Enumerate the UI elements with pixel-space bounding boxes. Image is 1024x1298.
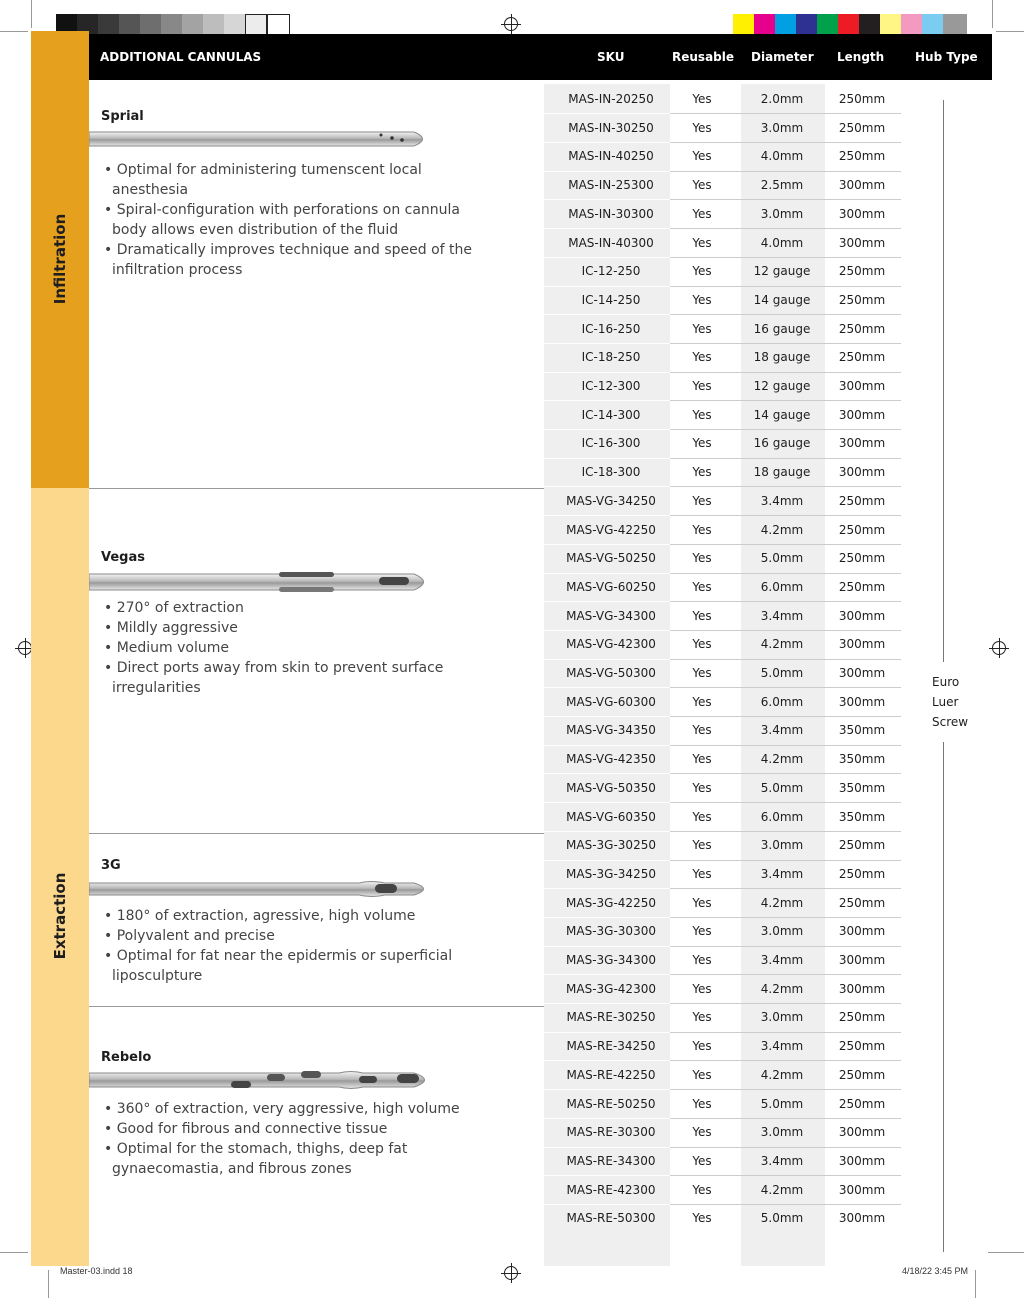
list-item: • Polyvalent and precise [104,928,275,944]
length-cell: 300mm [838,236,886,250]
sku-cell: MAS-VG-60300 [566,695,656,709]
length-cell: 250mm [838,838,886,852]
row-divider [670,630,901,631]
reusable-cell: Yes [692,236,712,250]
sprial-features [104,160,484,280]
row-divider [670,1032,901,1033]
row-divider [670,400,901,401]
diameter-cell: 4.2mm [760,1068,804,1082]
length-cell: 250mm [838,350,886,364]
reusable-cell: Yes [692,149,712,163]
length-cell: 250mm [838,1010,886,1024]
diameter-cell: 5.0mm [760,781,804,795]
length-cell: 300mm [838,379,886,393]
row-divider [670,1175,901,1176]
reusable-cell: Yes [692,695,712,709]
reusable-cell: Yes [692,1097,712,1111]
section-divider [89,488,544,489]
registration-mark-right [992,641,1006,655]
sku-cell: MAS-IN-20250 [568,92,654,106]
diameter-cell: 2.5mm [760,178,804,192]
column-reusable: Reusable [672,50,735,64]
length-cell: 300mm [838,1211,886,1225]
row-divider [670,1060,901,1061]
reusable-cell: Yes [692,810,712,824]
sku-cell: MAS-VG-50300 [566,666,656,680]
row-divider [670,716,901,717]
reusable-cell: Yes [692,982,712,996]
header-title: ADDITIONAL CANNULAS [100,50,262,64]
cannula-vegas-image [89,570,434,594]
diameter-cell: 5.0mm [760,1211,804,1225]
reusable-cell: Yes [692,322,712,336]
diameter-cell: 14 gauge [753,293,811,307]
list-item: • Direct ports away from skin to prevent surface irregularities [104,660,444,696]
diameter-cell: 14 gauge [753,408,811,422]
reusable-cell: Yes [692,92,712,106]
file-slug: Master-03.indd 18 [60,1266,133,1276]
length-cell: 250mm [838,523,886,537]
length-cell: 300mm [838,178,886,192]
row-divider [670,917,901,918]
reusable-cell: Yes [692,838,712,852]
reusable-cell: Yes [692,1183,712,1197]
row-divider [670,171,901,172]
reusable-cell: Yes [692,207,712,221]
cannula-sprial-image [89,128,434,150]
length-cell: 250mm [838,896,886,910]
sku-cell: MAS-IN-30300 [568,207,654,221]
row-divider [670,515,901,516]
length-cell: 300mm [838,666,886,680]
row-divider [670,199,901,200]
sku-cell: MAS-RE-50250 [566,1097,656,1111]
row-divider [670,946,901,947]
hub-type-line-bottom [943,742,944,1252]
sku-cell: IC-16-250 [581,322,641,336]
timestamp-slug: 4/18/22 3:45 PM [902,1266,969,1276]
reusable-cell: Yes [692,436,712,450]
reusable-cell: Yes [692,666,712,680]
diameter-cell: 5.0mm [760,1097,804,1111]
length-cell: 250mm [838,121,886,135]
sku-cell: MAS-VG-60350 [566,810,656,824]
sku-cell: MAS-RE-30300 [566,1125,656,1139]
sku-cell: MAS-RE-42250 [566,1068,656,1082]
cannula-rebelo-image [89,1068,437,1092]
diameter-cell: 3.4mm [760,494,804,508]
reusable-cell: Yes [692,494,712,508]
diameter-cell: 4.2mm [760,523,804,537]
diameter-cell: 3.0mm [760,207,804,221]
diameter-cell: 18 gauge [753,465,811,479]
reusable-cell: Yes [692,924,712,938]
reusable-cell: Yes [692,465,712,479]
reusable-cell: Yes [692,867,712,881]
hub-type-line-top [943,100,944,662]
diameter-cell: 4.2mm [760,982,804,996]
length-cell: 300mm [838,924,886,938]
length-cell: 300mm [838,637,886,651]
diameter-cell: 4.2mm [760,896,804,910]
product-title-vegas: Vegas [101,550,145,565]
length-cell: 250mm [838,293,886,307]
reusable-cell: Yes [692,896,712,910]
reusable-cell: Yes [692,752,712,766]
list-item: • Dramatically improves technique and speed of the infiltration process [104,242,472,278]
column-length: Length [837,50,885,64]
sku-cell: MAS-IN-30250 [568,121,654,135]
list-item: • 180° of extraction, agressive, high volume [104,908,416,924]
section-divider [89,833,544,834]
sku-cell: MAS-RE-42300 [566,1183,656,1197]
sku-cell: MAS-3G-42250 [566,896,656,910]
row-divider [670,257,901,258]
length-cell: 300mm [838,609,886,623]
sku-cell: MAS-IN-40300 [568,236,654,250]
section-divider [89,1006,544,1007]
list-item: • 270° of extraction [104,600,244,616]
diameter-cell: 3.4mm [760,1154,804,1168]
reusable-cell: Yes [692,121,712,135]
length-cell: 300mm [838,982,886,996]
length-cell: 300mm [838,1125,886,1139]
length-cell: 250mm [838,92,886,106]
diameter-cell: 3.0mm [760,1010,804,1024]
sku-cell: MAS-3G-42300 [566,982,656,996]
diameter-cell: 3.4mm [760,953,804,967]
sku-cell: MAS-VG-42250 [566,523,656,537]
sku-cell: MAS-VG-42300 [566,637,656,651]
row-divider [670,601,901,602]
length-cell: 300mm [838,436,886,450]
length-cell: 250mm [838,264,886,278]
length-cell: 350mm [838,723,886,737]
sku-cell: IC-12-250 [581,264,641,278]
diameter-cell: 6.0mm [760,810,804,824]
length-cell: 250mm [838,149,886,163]
column-hub-type: Hub Type [915,50,978,64]
length-cell: 250mm [838,1097,886,1111]
diameter-cell: 3.0mm [760,838,804,852]
diameter-cell: 4.2mm [760,1183,804,1197]
column-sku: SKU [597,50,625,64]
reusable-cell: Yes [692,1010,712,1024]
length-cell: 250mm [838,1068,886,1082]
diameter-cell: 5.0mm [760,551,804,565]
registration-mark-bottom [504,1266,518,1280]
cannula-3g-image [89,878,434,900]
sku-cell: IC-14-250 [581,293,641,307]
diameter-cell: 18 gauge [753,350,811,364]
row-divider [670,860,901,861]
sku-cell: IC-18-250 [581,350,641,364]
length-cell: 350mm [838,752,886,766]
sku-cell: MAS-IN-40250 [568,149,654,163]
length-cell: 250mm [838,494,886,508]
row-divider [670,831,901,832]
reusable-cell: Yes [692,293,712,307]
reusable-cell: Yes [692,178,712,192]
row-divider [670,1118,901,1119]
diameter-cell: 16 gauge [753,322,811,336]
sku-cell: MAS-VG-34250 [566,494,656,508]
sku-cell: IC-16-300 [581,436,641,450]
sku-cell: MAS-3G-34300 [566,953,656,967]
diameter-cell: 3.4mm [760,723,804,737]
diameter-cell: 12 gauge [753,264,811,278]
row-divider [670,687,901,688]
row-divider [670,113,901,114]
diameter-cell: 3.0mm [760,121,804,135]
row-divider [670,659,901,660]
row-divider [670,1003,901,1004]
length-cell: 250mm [838,867,886,881]
sku-cell: MAS-RE-34300 [566,1154,656,1168]
table-header [89,34,992,80]
registration-mark-top [504,17,518,31]
diameter-cell: 16 gauge [753,436,811,450]
diameter-cell: 3.0mm [760,924,804,938]
sku-cell: MAS-VG-42350 [566,752,656,766]
row-divider [670,1089,901,1090]
diameter-cell: 2.0mm [760,92,804,106]
reusable-cell: Yes [692,781,712,795]
row-divider [670,314,901,315]
sku-cell: MAS-3G-34250 [566,867,656,881]
sku-cell: IC-14-300 [581,408,641,422]
row-divider [670,1204,901,1205]
row-divider [670,974,901,975]
reusable-cell: Yes [692,264,712,278]
reusable-cell: Yes [692,551,712,565]
reusable-cell: Yes [692,723,712,737]
row-divider [670,888,901,889]
row-divider [670,544,901,545]
reusable-cell: Yes [692,580,712,594]
reusable-cell: Yes [692,637,712,651]
sku-cell: IC-12-300 [581,379,641,393]
row-divider [670,429,901,430]
sku-cell: MAS-VG-50350 [566,781,656,795]
list-item: • Mildly aggressive [104,620,238,636]
diameter-cell: 5.0mm [760,666,804,680]
reusable-cell: Yes [692,1154,712,1168]
diameter-cell: 4.0mm [760,149,804,163]
list-item: • 360° of extraction, very aggressive, high volume [104,1101,460,1117]
reusable-cell: Yes [692,350,712,364]
row-divider [670,773,901,774]
reusable-cell: Yes [692,1039,712,1053]
length-cell: 250mm [838,580,886,594]
row-divider [670,486,901,487]
sku-cell: MAS-VG-50250 [566,551,656,565]
length-cell: 300mm [838,1183,886,1197]
row-divider [670,142,901,143]
row-divider [670,286,901,287]
length-cell: 250mm [838,322,886,336]
column-diameter: Diameter [751,50,814,64]
row-divider [670,228,901,229]
diameter-cell: 3.4mm [760,609,804,623]
length-cell: 300mm [838,695,886,709]
diameter-cell: 6.0mm [760,580,804,594]
length-cell: 250mm [838,551,886,565]
reusable-cell: Yes [692,408,712,422]
diameter-cell: 4.0mm [760,236,804,250]
3g-features [104,906,524,986]
vegas-features [104,598,524,698]
list-item: • Good for fibrous and connective tissue [104,1121,388,1137]
row-divider [670,458,901,459]
length-cell: 300mm [838,207,886,221]
sku-cell: MAS-RE-34250 [566,1039,656,1053]
product-title-sprial: Sprial [101,109,144,124]
length-cell: 250mm [838,1039,886,1053]
reusable-cell: Yes [692,523,712,537]
reusable-cell: Yes [692,1068,712,1082]
sku-cell: MAS-RE-50300 [566,1211,656,1225]
sku-cell: MAS-VG-34350 [566,723,656,737]
sku-cell: MAS-3G-30300 [566,924,656,938]
diameter-cell: 4.2mm [760,752,804,766]
diameter-cell: 3.4mm [760,867,804,881]
sku-cell: MAS-RE-30250 [566,1010,656,1024]
reusable-cell: Yes [692,609,712,623]
sku-cell: IC-18-300 [581,465,641,479]
row-divider [670,573,901,574]
sku-cell: MAS-VG-60250 [566,580,656,594]
length-cell: 300mm [838,1154,886,1168]
diameter-cell: 3.4mm [760,1039,804,1053]
sku-cell: MAS-IN-25300 [568,178,654,192]
length-cell: 300mm [838,465,886,479]
extraction-label: Extraction [51,872,69,960]
list-item: • Optimal for the stomach, thighs, deep fat gynaecomastia, and fibrous zones [104,1141,408,1177]
reusable-cell: Yes [692,1211,712,1225]
sku-cell: MAS-VG-34300 [566,609,656,623]
length-cell: 300mm [838,408,886,422]
product-title-3g: 3G [101,858,121,873]
rebelo-features [104,1099,494,1179]
list-item: • Optimal for fat near the epidermis or superficial liposculpture [104,948,453,984]
list-item: • Medium volume [104,640,230,656]
row-divider [670,343,901,344]
length-cell: 350mm [838,810,886,824]
reusable-cell: Yes [692,953,712,967]
length-cell: 300mm [838,953,886,967]
product-title-rebelo: Rebelo [101,1050,152,1065]
row-divider [670,372,901,373]
list-item: • Spiral-configuration with perforations on cannula body allows even distribution of the fluid [104,202,461,238]
diameter-cell: 6.0mm [760,695,804,709]
row-divider [670,1147,901,1148]
row-divider [670,745,901,746]
reusable-cell: Yes [692,379,712,393]
list-item: • Optimal for administering tumenscent local anesthesia [104,162,422,198]
reusable-cell: Yes [692,1125,712,1139]
infiltration-label: Infiltration [51,213,69,305]
row-divider [670,802,901,803]
diameter-cell: 4.2mm [760,637,804,651]
length-cell: 350mm [838,781,886,795]
diameter-cell: 3.0mm [760,1125,804,1139]
hub-type-value: Euro Luer Screw [932,675,969,729]
registration-mark-left [18,641,32,655]
sku-cell: MAS-3G-30250 [566,838,656,852]
diameter-cell: 12 gauge [753,379,811,393]
